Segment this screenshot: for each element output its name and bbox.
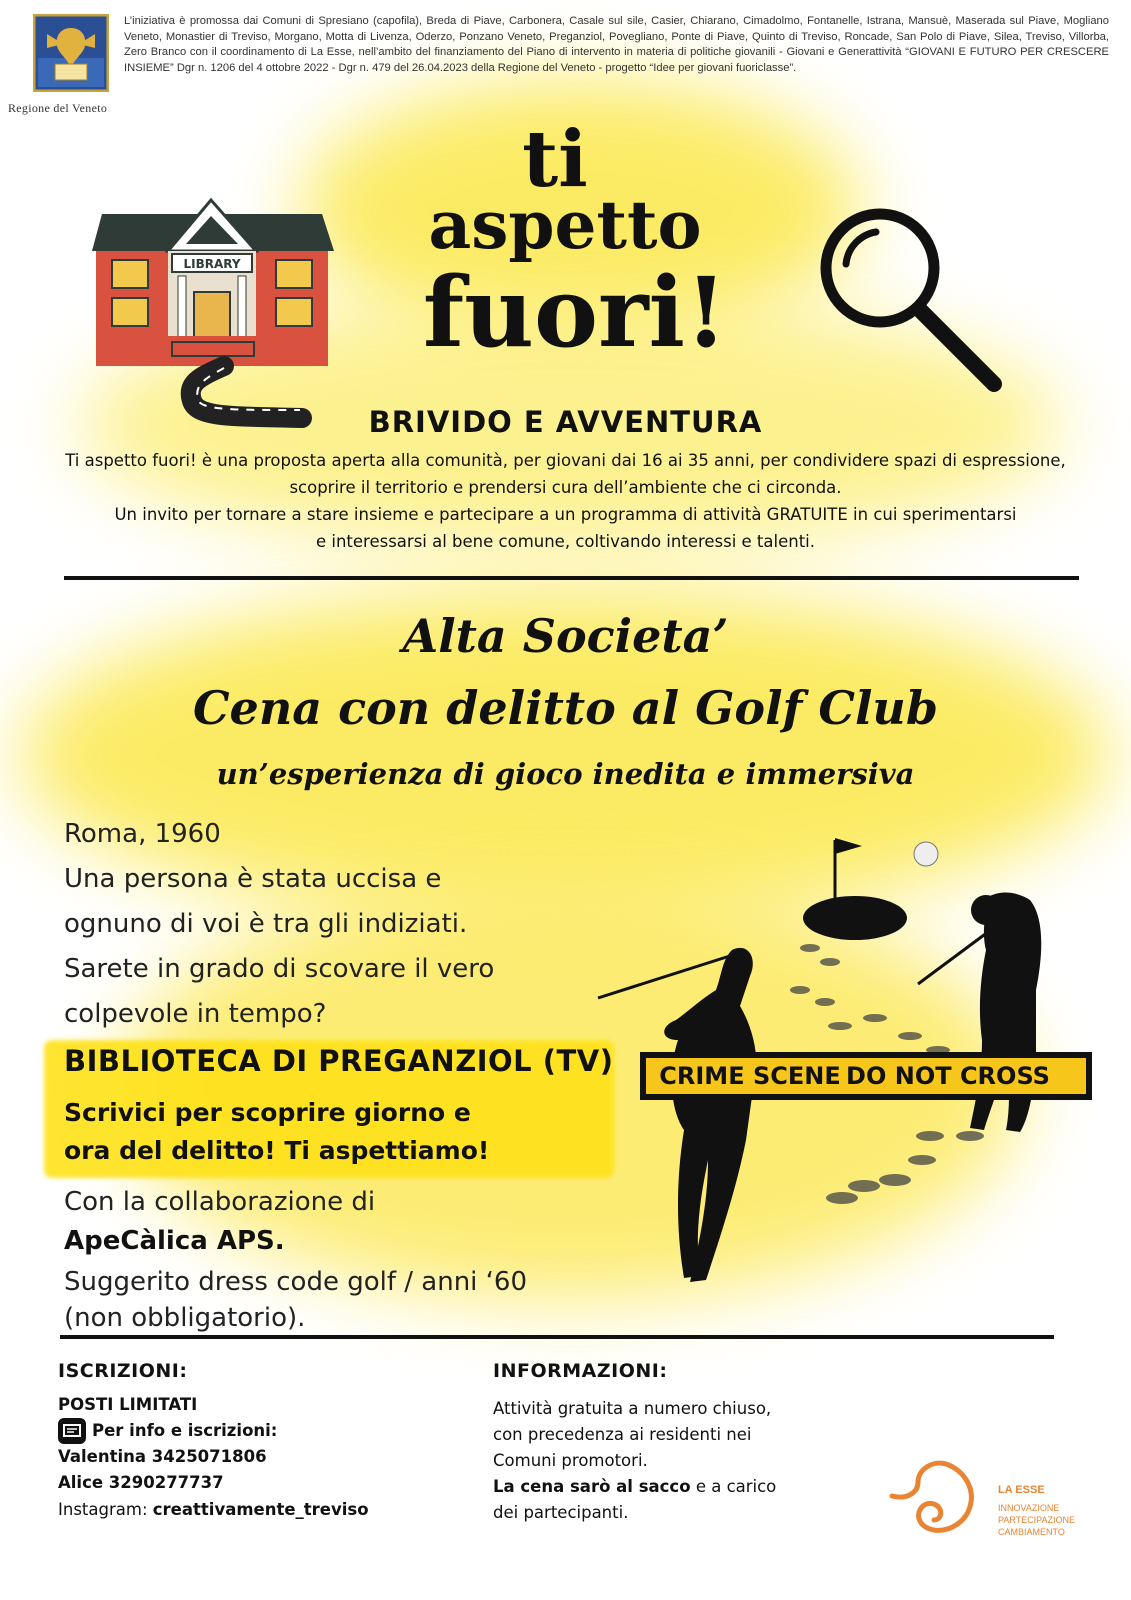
dress-code <box>64 1264 527 1336</box>
intro-line: scoprire il territorio e prendersi cura dell’ambiente che ci circonda. <box>289 478 842 497</box>
collaboration-block <box>64 1180 375 1225</box>
message-icon <box>58 1418 86 1444</box>
info-line: Comuni promotori. <box>493 1451 648 1470</box>
magnifying-glass-icon <box>816 204 1016 404</box>
cta-line: Scrivici per scoprire giorno e <box>64 1098 471 1127</box>
story-line: Una persona è stata uccisa e <box>64 864 442 894</box>
cta-line: ora del delitto! Ti aspettiamo! <box>64 1136 490 1165</box>
iscrizioni-heading: ISCRIZIONI: <box>58 1360 188 1382</box>
regione-veneto-crest <box>33 14 109 92</box>
info-line: con precedenza ai residenti nei <box>493 1425 752 1444</box>
story-line: colpevole in tempo? <box>64 999 327 1029</box>
contact-alice: Alice 3290277737 <box>58 1473 224 1492</box>
venue-name: BIBLIOTECA DI PREGANZIOL (TV) <box>64 1044 614 1078</box>
info-bold: La cena sarò al sacco <box>493 1477 691 1496</box>
la-esse-tag: INNOVAZIONE <box>998 1503 1060 1513</box>
info-rest: e a carico <box>695 1477 777 1496</box>
title-line-3: fuori! <box>422 256 728 369</box>
event-story <box>64 812 624 1037</box>
event-subtitle: Cena con delitto al Golf Club <box>192 681 939 735</box>
la-esse-name: LA ESSE <box>998 1484 1045 1496</box>
la-esse-spiral-logo <box>888 1456 988 1540</box>
info-line <box>493 1474 776 1500</box>
info-line: dei partecipanti. <box>493 1503 629 1522</box>
title-line-1: ti <box>522 114 588 205</box>
dress-line: Suggerito dress code golf / anni ‘60 <box>64 1267 528 1297</box>
event-title: Alta Societa’ <box>402 609 729 663</box>
divider <box>64 576 1079 580</box>
instagram-line <box>58 1497 369 1523</box>
story-line: Sarete in grado di scovare il vero <box>64 954 495 984</box>
info-label: Per info e iscrizioni: <box>92 1421 278 1440</box>
la-esse-tag: CAMBIAMENTO <box>998 1527 1065 1537</box>
collab-name: ApeCàlica APS. <box>64 1226 285 1256</box>
golfers-silhouette-icon <box>590 830 1110 1300</box>
promoters-notice: L’iniziativa è promossa dai Comuni di Spresiano (capofila), Breda di Piave, Carbonera, Casale sul sile, Casier, Chiarano, Cimadolmo, Fontanelle, Istrana, Mansuè, Maserada sul Piave, Mogliano Veneto, Monastier di Treviso, Morgano, Motta di Livenza, Oderzo, Ponzano Veneto, Preganziol, Povegliano, Ponte di Piave, Quinto di Treviso, Roncade, San Polo di Piave, Silea, Treviso, Villorba, Zero Branco con il coordinamento di La Esse, nell’ambito del finanziamento del Piano di intervento in materia di politiche giovanili - Giovani e Generattività “GIOVANI E FUTURO PER CRESCERE INSIEME” Dgr n. 1206 del 4 ottobre 2022 - Dgr n. 479 del 26.04.2023 della Regione del Veneto - progetto “Idee per giovani fuoriclasse”. <box>124 15 1109 74</box>
contact-valentina: Valentina 3425071806 <box>58 1447 267 1466</box>
story-line: ognuno di voi è tra gli indiziati. <box>64 909 468 939</box>
story-line: Roma, 1960 <box>64 819 221 849</box>
region-name: Regione del Veneto <box>8 101 108 115</box>
library-building-icon <box>82 196 342 436</box>
intro-line: Ti aspetto fuori! è una proposta aperta alla comunità, per giovani dai 16 ai 35 anni, per condividere spazi di espressione, <box>65 451 1066 470</box>
title-line-2: aspetto <box>428 186 702 264</box>
instagram-handle[interactable]: creattivamente_treviso <box>152 1500 369 1519</box>
informazioni-text <box>493 1396 776 1526</box>
library-sign: LIBRARY <box>183 257 241 271</box>
instagram-label: Instagram: <box>58 1500 148 1519</box>
info-line: Attività gratuita a numero chiuso, <box>493 1399 772 1418</box>
dress-line: (non obbligatorio). <box>64 1303 306 1333</box>
intro-paragraph <box>0 447 1131 555</box>
intro-line: Un invito per tornare a stare insieme e partecipare a un programma di attività GRATUITE in cui sperimentarsi <box>114 505 1017 524</box>
informazioni-heading: INFORMAZIONI: <box>493 1360 668 1382</box>
intro-line: e interessarsi al bene comune, coltivando interessi e talenti. <box>315 532 816 551</box>
tape-text-left: CRIME SCENE <box>659 1062 841 1090</box>
posti-limitati: POSTI LIMITATI <box>58 1395 198 1414</box>
tape-text-right: DO NOT CROSS <box>846 1062 1050 1090</box>
divider <box>60 1335 1054 1339</box>
collab-label: Con la collaborazione di <box>64 1187 376 1217</box>
la-esse-text <box>998 1484 1075 1538</box>
event-tagline: un’esperienza di gioco inedita e immersiva <box>216 757 915 791</box>
la-esse-tag: PARTECIPAZIONE <box>998 1515 1076 1525</box>
subtitle: BRIVIDO E AVVENTURA <box>368 405 763 439</box>
